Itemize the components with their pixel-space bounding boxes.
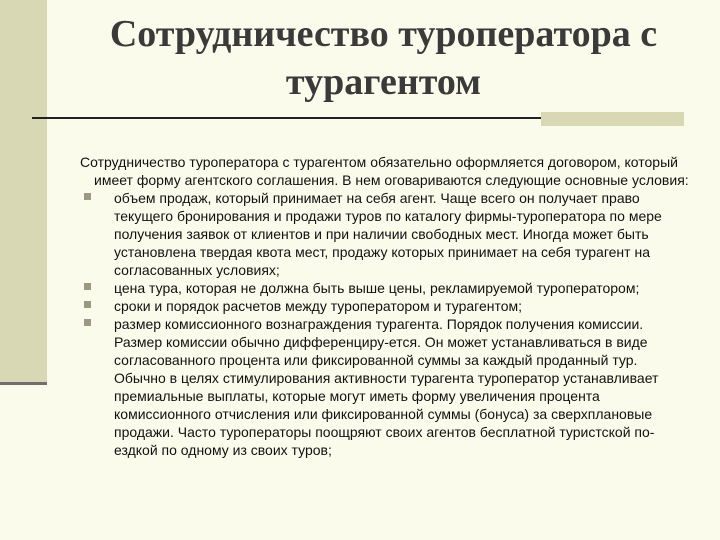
square-bullet-icon [84,301,91,308]
conditions-list [80,189,692,459]
intro-paragraph: Сотрудничество туроператора с турагентом обязательно оформляется договором, который имеет форму агентского соглашения. В нем оговариваются следующие основные условия: [80,154,689,188]
slide-title-line-2: турагентом [285,61,482,103]
title-divider-accent-block [541,112,684,126]
slide-title [47,10,720,106]
left-accent-bar [0,0,47,382]
list-item-text: размер комиссионного вознаграждения турагента. Порядок получения комиссии. Размер комиссии обычно дифференциру-ется. Он может устанавливаться в виде согласованного процента или фиксированной суммы за каждый проданный тур. Обычно в целях стимулирования активности турагента туроператор устанавливает премиальные выплаты, которые могут иметь форму увеличения процента комиссионного отчисления или фиксированной суммы (бонуса) за сверхплановые продажи. Часто туроператоры поощряют своих агентов бесплатной туристской по-ездкой по одному из своих туров; [114,316,659,458]
list-item-text: объем продаж, который принимает на себя агент. Чаще всего он получает право текущего бронирования и продажи туров по каталогу фирмы-туроператора по мере получения заявок от клиентов и при наличии свободных мест. Иногда может быть установлена твердая квота мест, продажу которых принимает на себя турагент на согласованных условиях; [114,190,662,278]
list-item [80,189,692,279]
square-bullet-icon [84,193,91,200]
square-bullet-icon [84,319,91,326]
list-item [80,315,692,459]
list-item-text: цена тура, которая не должна быть выше цены, рекламируемой туроператором; [114,280,640,296]
list-item [80,297,692,315]
square-bullet-icon [84,283,91,290]
title-divider-line [32,117,542,119]
left-accent-bar-underline [0,382,47,385]
list-item-text: сроки и порядок расчетов между туроператором и турагентом; [114,298,523,314]
slide-title-line-1: Сотрудничество туроператора с [109,13,658,55]
list-item [80,279,692,297]
slide-body [80,153,692,459]
